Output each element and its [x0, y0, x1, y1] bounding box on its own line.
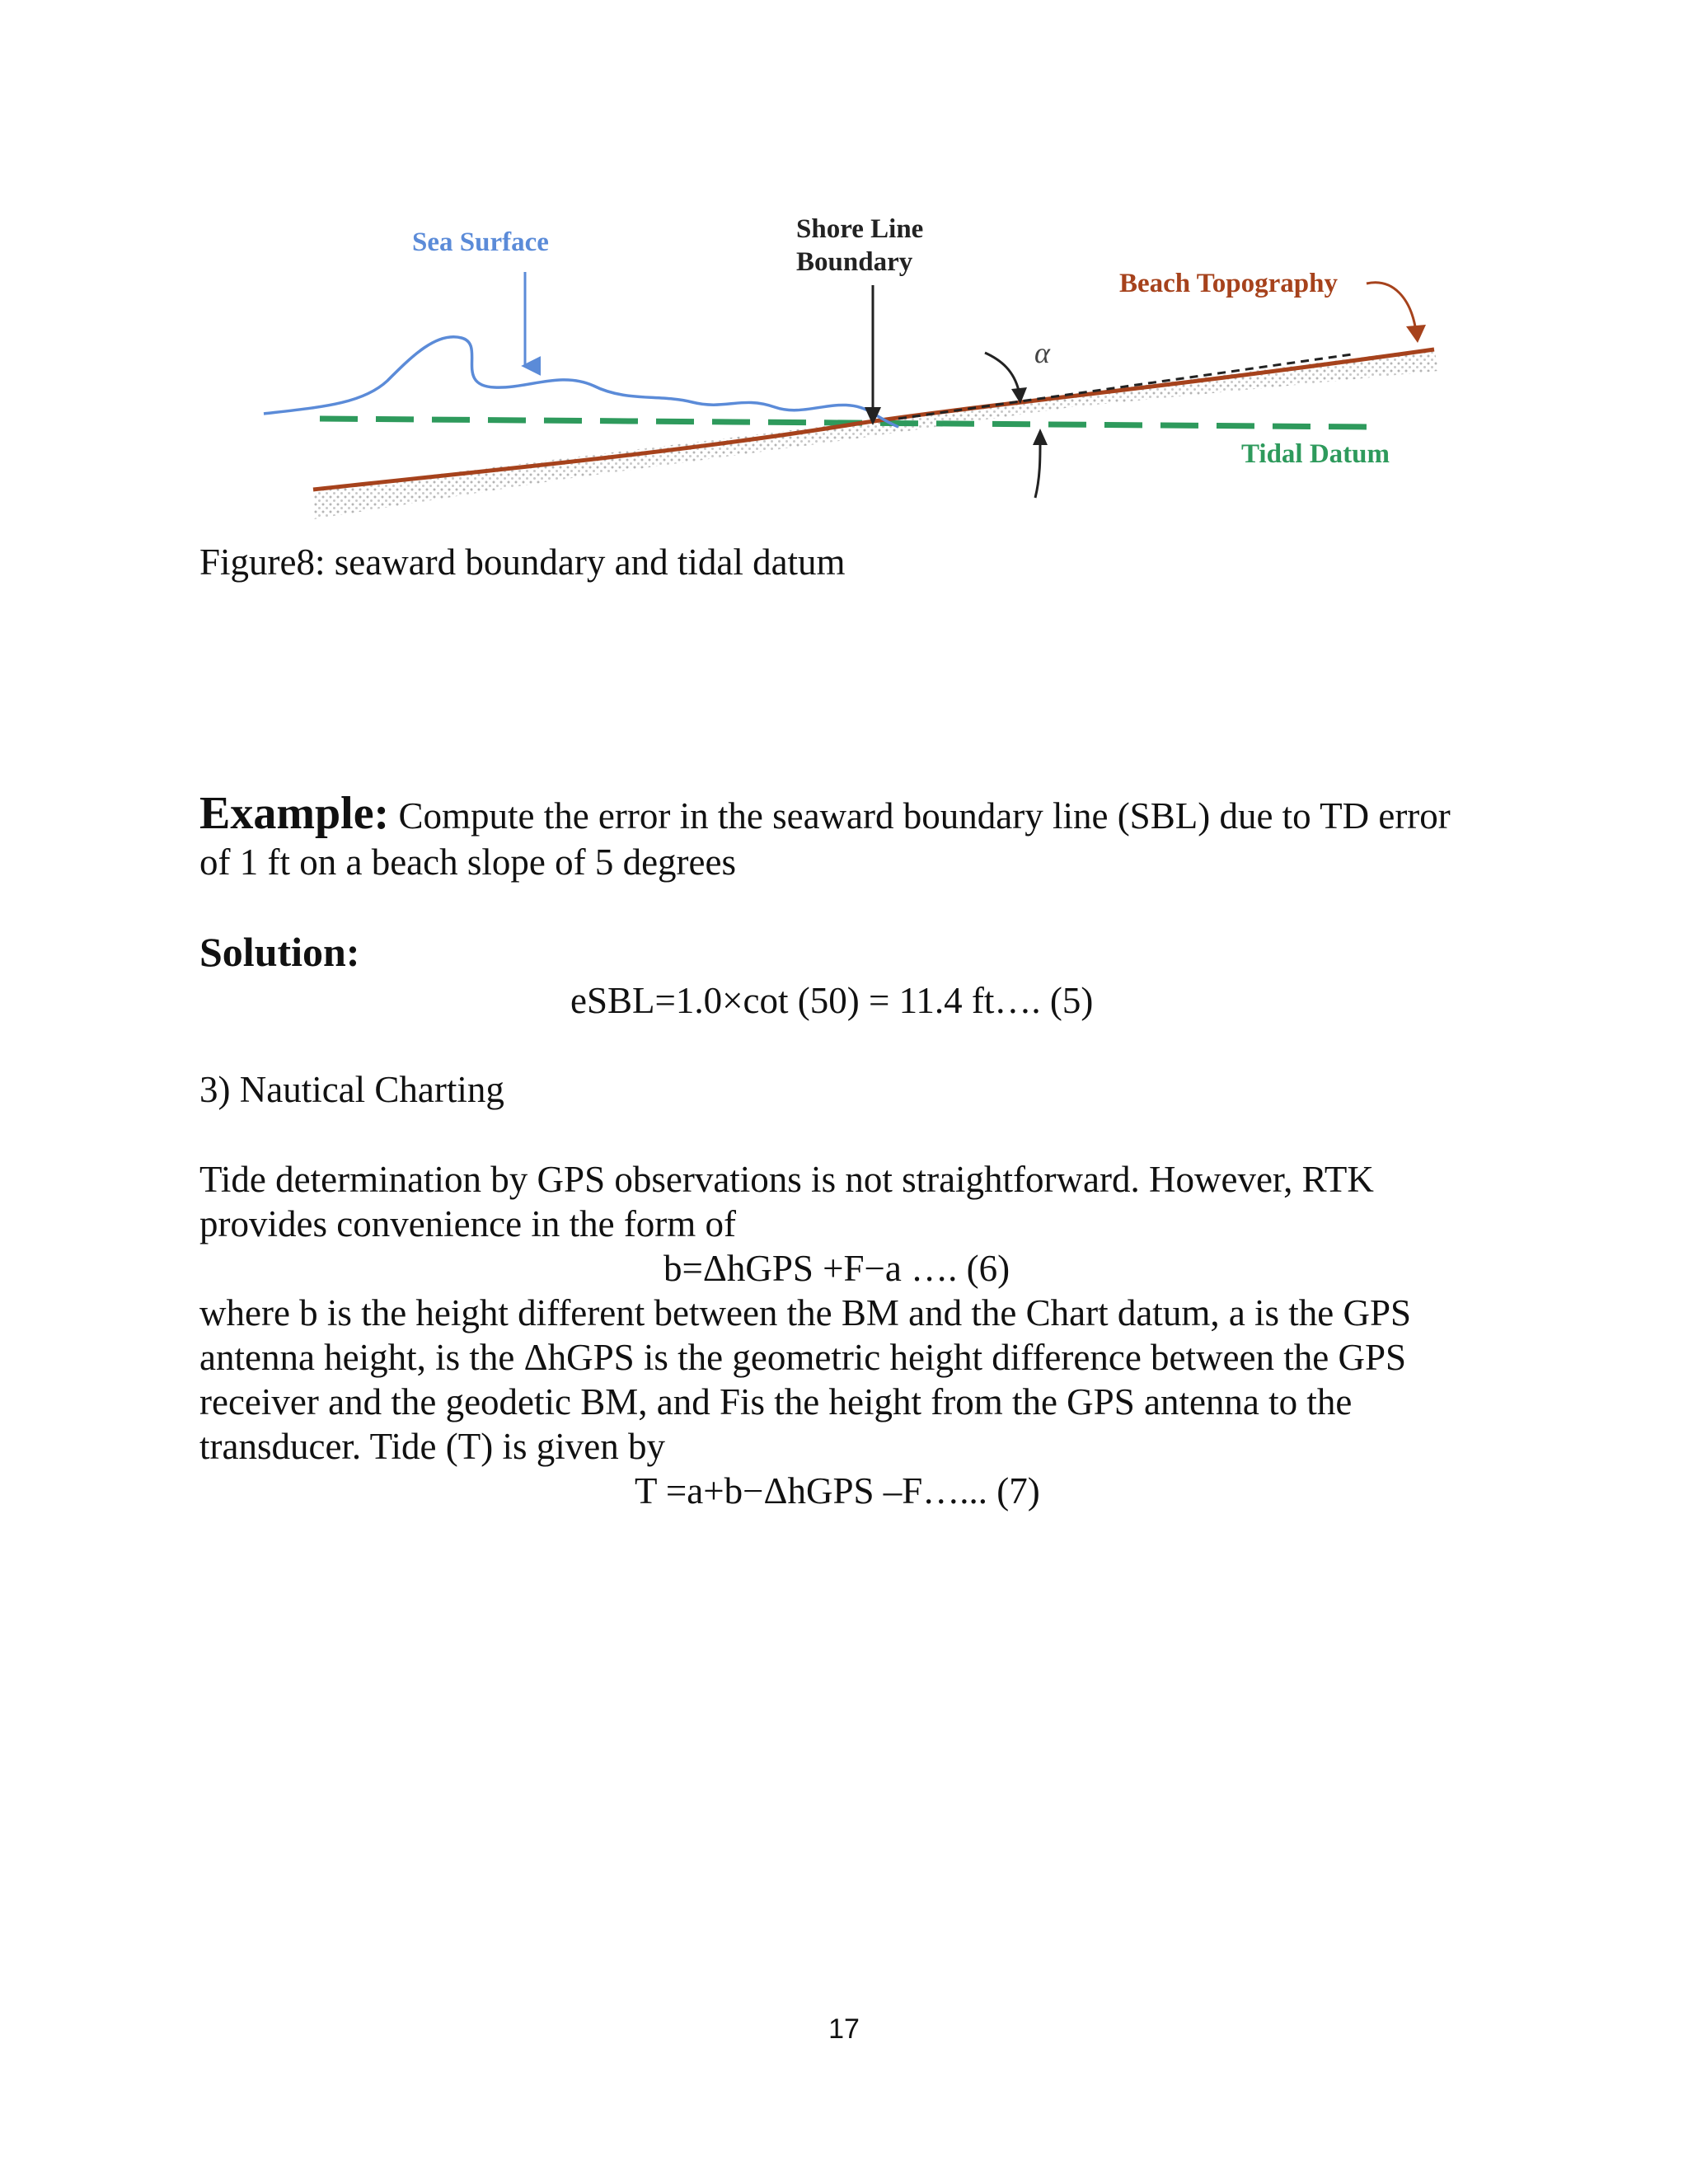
tidal-datum-label: Tidal Datum: [1241, 439, 1390, 469]
example-line-1: [199, 787, 1451, 840]
section-heading: 3) Nautical Charting: [199, 1069, 504, 1110]
paragraph-line-2: provides convenience in the form of: [199, 1203, 737, 1244]
paragraph-line-1: Tide determination by GPS observations is not straightforward. However, RTK: [199, 1159, 1374, 1200]
page-number: 17: [828, 2013, 860, 2045]
alpha-label: α: [1034, 336, 1050, 369]
example-line-2: of 1 ft on a beach slope of 5 degrees: [199, 841, 737, 883]
example-title: Example:: [199, 788, 390, 839]
sea-surface-line: [264, 337, 898, 427]
alpha-lower-arrow: [1035, 442, 1040, 498]
example-text-1: Compute the error in the seaward boundary line (SBL) due to TD error: [389, 795, 1451, 837]
alpha-lower-arrow-head: [1033, 429, 1048, 445]
paragraph-line-6: transducer. Tide (T) is given by: [199, 1426, 665, 1467]
equation-5: eSBL=1.0×cot (50) = 11.4 ft…. (5): [570, 980, 1094, 1021]
beach-topography-label: Beach Topography: [1119, 269, 1338, 298]
equation-6: b=ΔhGPS +F−a …. (6): [663, 1248, 1010, 1289]
paragraph-line-3: where b is the height different between the BM and the Chart datum, a is the GPS: [199, 1292, 1412, 1333]
sea-surface-label: Sea Surface: [412, 227, 549, 257]
beach-topography-arrow: [1367, 283, 1416, 331]
paragraph-line-5: receiver and the geodetic BM, and Fis the height from the GPS antenna to the: [199, 1381, 1353, 1422]
paragraph-line-4: antenna height, is the ΔhGPS is the geometric height difference between the GPS: [199, 1337, 1406, 1378]
equation-7: T =a+b−ΔhGPS –F…... (7): [635, 1470, 1040, 1511]
shore-line-label-2: Boundary: [796, 247, 913, 277]
solution-title: Solution:: [199, 929, 360, 975]
figure-seaward-boundary-diagram: [247, 191, 1493, 546]
figure-caption: Figure8: seaward boundary and tidal datum: [199, 541, 846, 583]
beach-topography-arrow-head: [1406, 325, 1426, 343]
alpha-upper-arrow: [985, 353, 1019, 391]
shore-line-label-1: Shore Line: [796, 214, 924, 244]
